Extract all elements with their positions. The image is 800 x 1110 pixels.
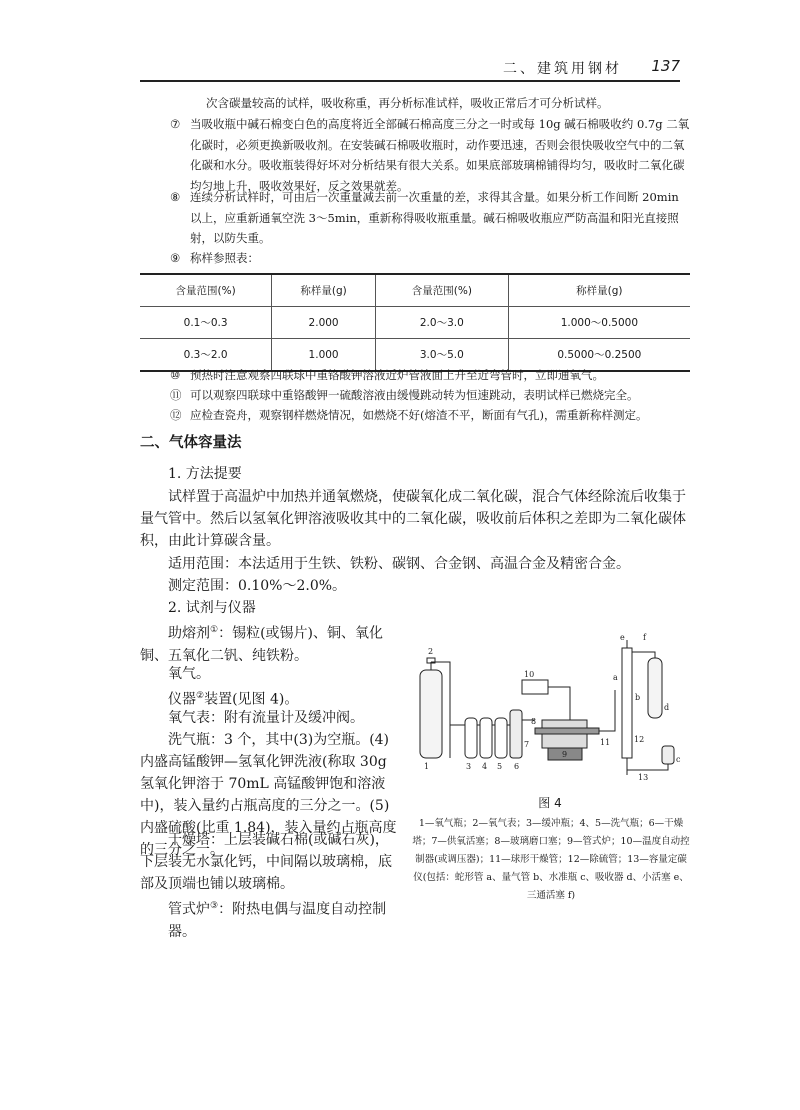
paragraph-scope: 适用范围：本法适用于生铁、铁粉、碳钢、合金钢、高温合金及精密合金。 [168, 556, 630, 572]
label-c: c [676, 755, 681, 764]
label-8: 8 [531, 717, 537, 726]
furnace-label: 管式炉 [168, 901, 210, 918]
note-12-text: 应检查瓷舟，观察钢样燃烧情况，如燃烧不好(熔渣不平，断面有气孔)，需重新称样测定。 [190, 408, 648, 422]
note-8-text: 连续分析试样时，可由后一次重量减去前一次重量的差，求得其含量。如果分析工作间断 20min 以上，应重新通氧空洗 3～5min，重新称得吸收瓶重量。碱石棉吸收瓶应严防高温和阳光直接照射，以防失重。 [190, 190, 679, 246]
label-1: 1 [424, 762, 430, 771]
note-11 [170, 385, 690, 406]
flux-text: ：锡粒(或锡片)、铜、氧化铜、五氧化二钒、纯铁粉。 [140, 625, 384, 664]
note-9-number: ⑨ [170, 251, 181, 265]
note-continuation: 次含碳量较高的试样，吸收称重，再分析标准试样，吸收正常后才可分析试样。 [206, 96, 609, 110]
figure-caption: 1—氧气瓶；2—氧气表；3—缓冲瓶；4、5—洗气瓶；6—干燥塔；7—供氧活塞；8—玻璃磨口塞；9—管式炉；10—温度自动控制器(或调压器)；11—球形干燥管；12—除硫管；13—容量定碳仪(包括：蛇形管 a、量气管 b、水准瓶 c、吸收器 d、小活塞 e、三通活塞 f) [412, 818, 690, 901]
paragraph-flux [140, 619, 402, 667]
note-12 [170, 405, 690, 426]
subheading-reagents: 2. 试剂与仪器 [168, 600, 256, 616]
note-10 [170, 365, 690, 386]
running-header [140, 58, 680, 82]
table-cell: 2.0～3.0 [375, 307, 508, 339]
label-b: b [635, 693, 641, 702]
table-cell: 0.5000～0.2500 [508, 339, 690, 372]
oxygen-cylinder [420, 658, 442, 758]
label-5: 5 [497, 762, 503, 771]
label-a: a [613, 673, 618, 682]
subheading-method: 1. 方法提要 [168, 466, 242, 482]
header-section-title: 二、建筑用钢材 [503, 61, 622, 77]
paragraph-oxygen-meter: 氧气表：附有流量计及缓冲阀。 [168, 710, 364, 726]
table-cell: 2.000 [272, 307, 376, 339]
paragraph-drying-tower: 干燥塔：上层装碱石棉(或碱石灰)，下层装无水氯化钙，中间隔以玻璃棉，底部及顶端也铺以玻璃棉。 [140, 832, 392, 892]
label-4: 4 [482, 762, 488, 771]
footnote-ref-2: ② [196, 691, 205, 701]
wash-bottles [431, 662, 535, 758]
note-8 [170, 187, 690, 249]
furnace-text: ：附热电偶与温度自动控制器。 [168, 901, 387, 940]
table-header-cell: 称样量(g) [272, 274, 376, 307]
flux-label: 助熔剂 [168, 625, 210, 642]
label-10: 10 [524, 670, 535, 679]
table-header-cell: 含量范围(%) [175, 285, 236, 297]
table-row [140, 307, 690, 339]
label-e: e [620, 633, 625, 642]
instrument-label: 仪器 [168, 691, 196, 708]
paragraph-oxygen: 氧气。 [168, 666, 210, 682]
table-cell: 1.000 [272, 339, 376, 372]
table-header-cell: 称样量(g) [508, 274, 690, 307]
apparatus-diagram [410, 630, 690, 780]
label-6: 6 [514, 762, 520, 771]
paragraph-range: 测定范围：0.10%～2.0%。 [168, 578, 347, 594]
figure-title: 图 4 [538, 796, 562, 810]
label-f: f [643, 633, 646, 642]
note-9-text: 称样参照表： [190, 251, 259, 265]
table-cell: 0.1～0.3 [183, 317, 228, 329]
section-heading: 二、气体容量法 [140, 435, 242, 451]
footnote-ref-1: ① [210, 625, 219, 635]
label-12: 12 [634, 735, 645, 744]
label-2: 2 [428, 647, 434, 656]
note-8-number: ⑧ [170, 190, 181, 204]
table-header-cell: 含量范围(%) [375, 274, 508, 307]
label-13: 13 [638, 773, 649, 780]
note-11-number: ⑪ [170, 388, 182, 402]
note-10-number: ⑩ [170, 368, 181, 382]
paragraph-wash-bottle: 洗气瓶：3 个，其中(3)为空瓶。(4)内盛高锰酸钾—氢氧化钾洗液(称取 30g 氢氧化钾溶于 70mL 高锰酸钾饱和溶液中)，装入量约占瓶高度的三分之一。(5)内盛硫酸(比重 1.84)，装入量约占瓶高度的三分之一。 [140, 732, 397, 858]
instrument-text: 装置(见图 4)。 [204, 691, 299, 708]
note-7 [170, 114, 690, 196]
note-9 [170, 248, 690, 269]
label-9: 9 [562, 750, 568, 759]
table-header-row [140, 274, 690, 307]
page-number: 137 [651, 57, 680, 75]
table-cell: 1.000～0.5000 [508, 307, 690, 339]
label-7: 7 [524, 740, 530, 749]
table-cell: 0.3～2.0 [183, 349, 228, 361]
label-11: 11 [600, 738, 611, 747]
paragraph-tube-furnace [168, 895, 402, 943]
gas-burette [599, 640, 674, 775]
note-7-number: ⑦ [170, 117, 181, 131]
note-12-number: ⑫ [170, 408, 182, 422]
table-cell: 3.0～5.0 [375, 339, 508, 372]
footnote-ref-3: ③ [210, 901, 219, 911]
paragraph-method-summary: 试样置于高温炉中加热并通氧燃烧，使碳氧化成二氧化碳，混合气体经除流后收集于量气管中。然后以氢氧化钾溶液吸收其中的二氧化碳，吸收前后体积之差即为二氧化碳体积，由此计算碳含量。 [140, 489, 686, 549]
note-10-text: 预热时注意观察四联球中重铬酸钾溶液近炉管液面上升至近弯管时，立即通氧气。 [190, 368, 604, 382]
label-d: d [664, 703, 670, 712]
note-7-text: 当吸收瓶中碱石棉变白色的高度将近全部碱石棉高度三分之一时或每 10g 碱石棉吸收约 0.7g 二氧化碳时，必须更换新吸收剂。在安装碱石棉吸收瓶时，动作要迅速，否则会很快吸收空气中的二氧化碳和水分。吸收瓶装得好坏对分析结果有很大关系。如果底部玻璃棉铺得均匀，吸收时二氧化碳均匀地上升，吸收效果好，反之效果就差。 [190, 117, 690, 193]
note-11-text: 可以观察四联球中重铬酸钾一硫酸溶液由缓慢跳动转为恒速跳动，表明试样已燃烧完全。 [190, 388, 639, 402]
label-3: 3 [466, 762, 472, 771]
sample-weight-table [140, 273, 690, 372]
